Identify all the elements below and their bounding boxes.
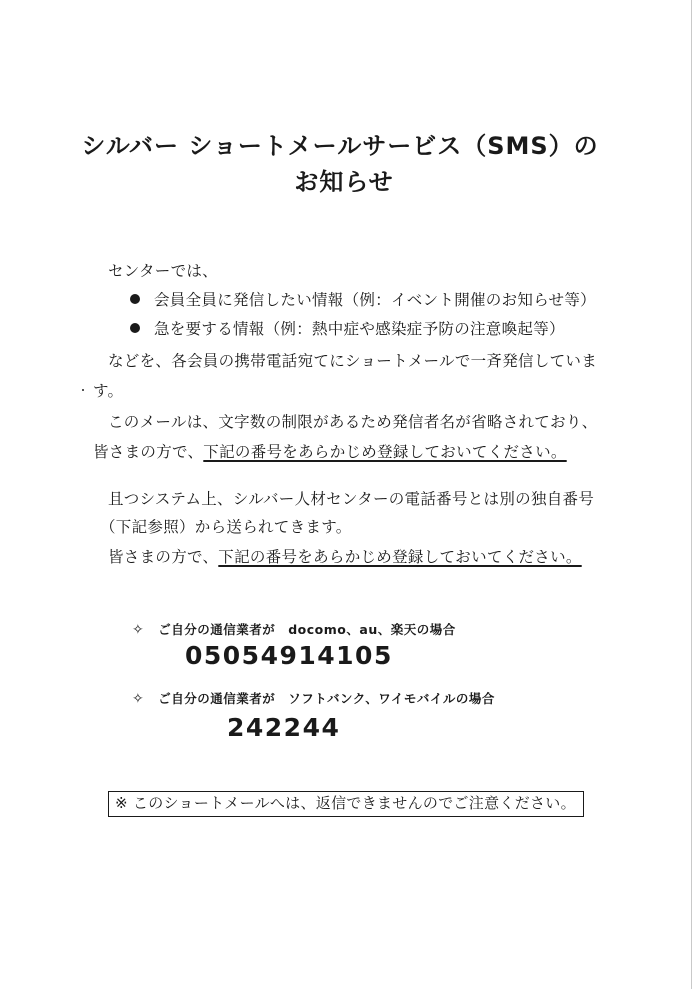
- paragraph-1-line-2: す。: [93, 382, 124, 400]
- contact-label-2-text: ご自分の通信業者が ソフトバンク、ワイモバイルの場合: [158, 691, 495, 706]
- contact-label-1-text: ご自分の通信業者が docomo、au、楽天の場合: [158, 622, 456, 637]
- paragraph-2-underlined-instruction: 下記の番号をあらかじめ登録しておいてください。: [203, 443, 567, 461]
- paragraph-3-line-3: [108, 546, 582, 568]
- scan-dot: [82, 389, 84, 391]
- bullet-item-2: [130, 318, 565, 340]
- document-title-line-2: お知らせ: [294, 168, 394, 196]
- contact-label-docomo-au-rakuten: [132, 620, 456, 638]
- document-title-line-1: シルバー ショートメールサービス（SMS）の: [81, 132, 599, 160]
- no-reply-notice-box: ※ このショートメールへは、返信できませんのでご注意ください。: [108, 791, 584, 817]
- bullet-item-1: [130, 289, 596, 311]
- sparkle-icon: ✧: [132, 622, 145, 638]
- paragraph-3-line-2: （下記参照）から送られてきます。: [100, 518, 352, 536]
- bullet-item-1-text: 会員全員に発信したい情報（例：イベント開催のお知らせ等）: [154, 291, 596, 309]
- paragraph-3-line-1: 且つシステム上、シルバー人材センターの電話番号とは別の独自番号: [108, 490, 595, 508]
- paragraph-2-line-2: [93, 441, 567, 463]
- paragraph-2-line-1: このメールは、文字数の制限があるため発信者名が省略されており、: [108, 413, 598, 431]
- contact-label-softbank-ymobile: [132, 689, 495, 707]
- paragraph-1-line-1: などを、各会員の携帯電話宛てにショートメールで一斉発信していま: [108, 352, 598, 370]
- sms-number-docomo-au-rakuten: 05054914105: [185, 641, 393, 670]
- paragraph-3-prefix: 皆さまの方で、: [108, 548, 219, 566]
- bullet-icon: [130, 294, 140, 304]
- intro-text: センターでは、: [108, 262, 218, 280]
- bullet-item-2-text: 急を要する情報（例：熱中症や感染症予防の注意喚起等）: [154, 320, 565, 338]
- sparkle-icon: ✧: [132, 691, 145, 707]
- paragraph-2-prefix: 皆さまの方で、: [93, 443, 204, 461]
- bullet-icon: [130, 323, 140, 333]
- scan-edge-line: [691, 0, 692, 989]
- sms-number-softbank-ymobile: 242244: [227, 713, 341, 742]
- paragraph-3-underlined-instruction: 下記の番号をあらかじめ登録しておいてください。: [218, 548, 582, 566]
